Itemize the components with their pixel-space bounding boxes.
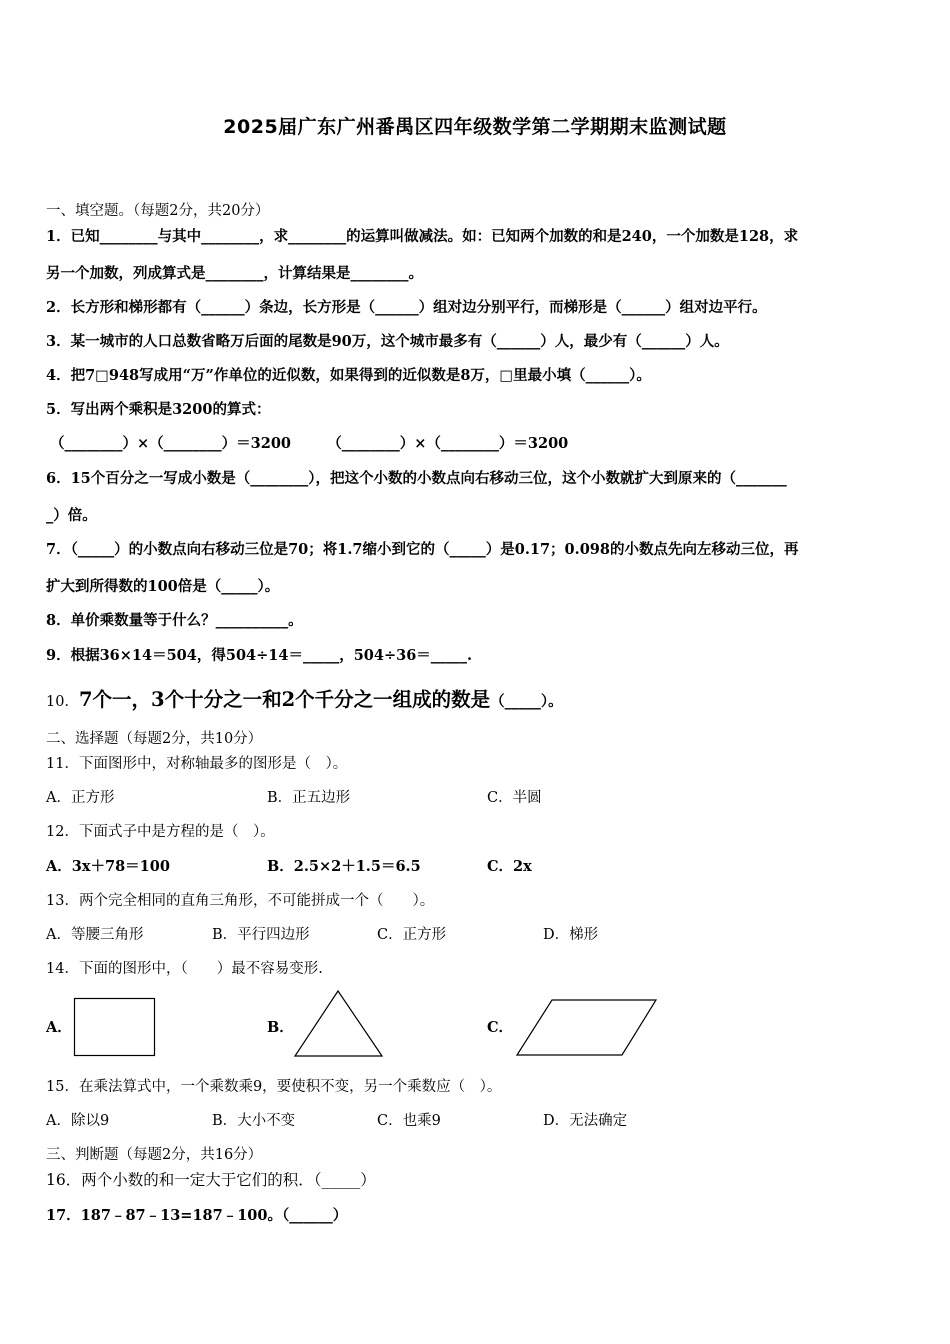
- q5-equations: （________）×（________）＝3200 （________）×（________）＝3200: [50, 435, 569, 452]
- q6-line1: 6．15个百分之一写成小数是（________），把这个小数的小数点向右移动三位，这个小数就扩大到原来的（_______: [46, 470, 787, 487]
- q4: 4．把7□948写成用“万”作单位的近似数，如果得到的近似数是8万，□里最小填（______）。: [46, 367, 651, 384]
- q10-text: 7个一，3个十分之一和2个千分之一组成的数是: [78, 688, 491, 711]
- q15-stem: 15．在乘法算式中，一个乘数乘9，要使积不变，另一个乘数应（ ）。: [46, 1079, 502, 1095]
- q9: 9．根据36×14＝504，得504÷14＝_____，504÷36＝_____.: [46, 647, 473, 664]
- q7-line1: 7．（_____）的小数点向右移动三位是70；将1.7缩小到它的（_____）是0.17；0.098的小数点先向左移动三位，再: [46, 541, 799, 558]
- q2: 2．长方形和梯形都有（______）条边，长方形是（______）组对边分别平行，而梯形是（______）组对边平行。: [46, 299, 767, 316]
- q14-stem: 14．下面的图形中，（ ）最不容易变形.: [46, 961, 323, 977]
- q1-line2: 另一个加数，列成算式是________，计算结果是________。: [46, 265, 423, 282]
- section1-header: 一、填空题。（每题2分，共20分）: [46, 203, 270, 219]
- q14-option-b: B．: [267, 1019, 294, 1036]
- q12-option-a: A．3x＋78＝100: [46, 858, 170, 875]
- q11-option-c: C．半圆: [487, 790, 542, 806]
- q11-option-b: B．正五边形: [267, 790, 351, 806]
- q11-stem: 11．下面图形中，对称轴最多的图形是（ ）。: [46, 756, 348, 772]
- q3: 3．某一城市的人口总数省略万后面的尾数是90万，这个城市最多有（______）人，最少有（______）人。: [46, 333, 729, 350]
- q14-option-c: C．: [487, 1019, 514, 1036]
- rectangle-figure: [72, 996, 158, 1059]
- section3-header: 三、判断题（每题2分，共16分）: [46, 1147, 263, 1163]
- q15-option-b: B．大小不变: [212, 1113, 296, 1129]
- q15-option-d: D．无法确定: [543, 1113, 628, 1129]
- q10-number: 10．: [46, 694, 79, 710]
- q12-stem: 12．下面式子中是方程的是（ ）。: [46, 824, 275, 840]
- q15-option-c: C．也乘9: [377, 1113, 441, 1129]
- q12-option-c: C．2x: [487, 858, 532, 875]
- q7-line2: 扩大到所得数的100倍是（_____）。: [46, 578, 280, 595]
- q17: 17．187﹣87﹣13=187﹣100。（______）: [46, 1207, 348, 1224]
- q16: 16．两个小数的和一定大于它们的积．（_____）: [46, 1171, 376, 1189]
- q6-line2: _）倍。: [46, 507, 97, 524]
- page-title: 2025届广东广州番禺区四年级数学第二学期期末监测试题: [223, 116, 727, 138]
- triangle-figure: [292, 988, 386, 1060]
- section2-header: 二、选择题（每题2分，共10分）: [46, 731, 263, 747]
- q13-option-c: C．正方形: [377, 927, 447, 943]
- q12-option-b: B．2.5×2＋1.5＝6.5: [267, 858, 421, 875]
- q14-option-a: A．: [46, 1019, 72, 1036]
- q8: 8．单价乘数量等于什么？__________。: [46, 612, 303, 629]
- q13-option-a: A．等腰三角形: [46, 927, 144, 943]
- q10: [46, 690, 563, 712]
- q11-option-a: A．正方形: [46, 790, 115, 806]
- q13-option-d: D．梯形: [543, 927, 599, 943]
- q13-option-b: B．平行四边形: [212, 927, 310, 943]
- parallelogram-figure: [514, 997, 660, 1059]
- q15-option-a: A．除以9: [46, 1113, 110, 1129]
- q5: 5．写出两个乘积是3200的算式：: [46, 401, 271, 418]
- q10-blank: （_____）。: [490, 693, 563, 710]
- q1-line1: 1．已知________与其中________，求________的运算叫做减法。如：已知两个加数的和是240，一个加数是128，求: [46, 228, 799, 245]
- q13-stem: 13．两个完全相同的直角三角形，不可能拼成一个（ ）。: [46, 893, 435, 909]
